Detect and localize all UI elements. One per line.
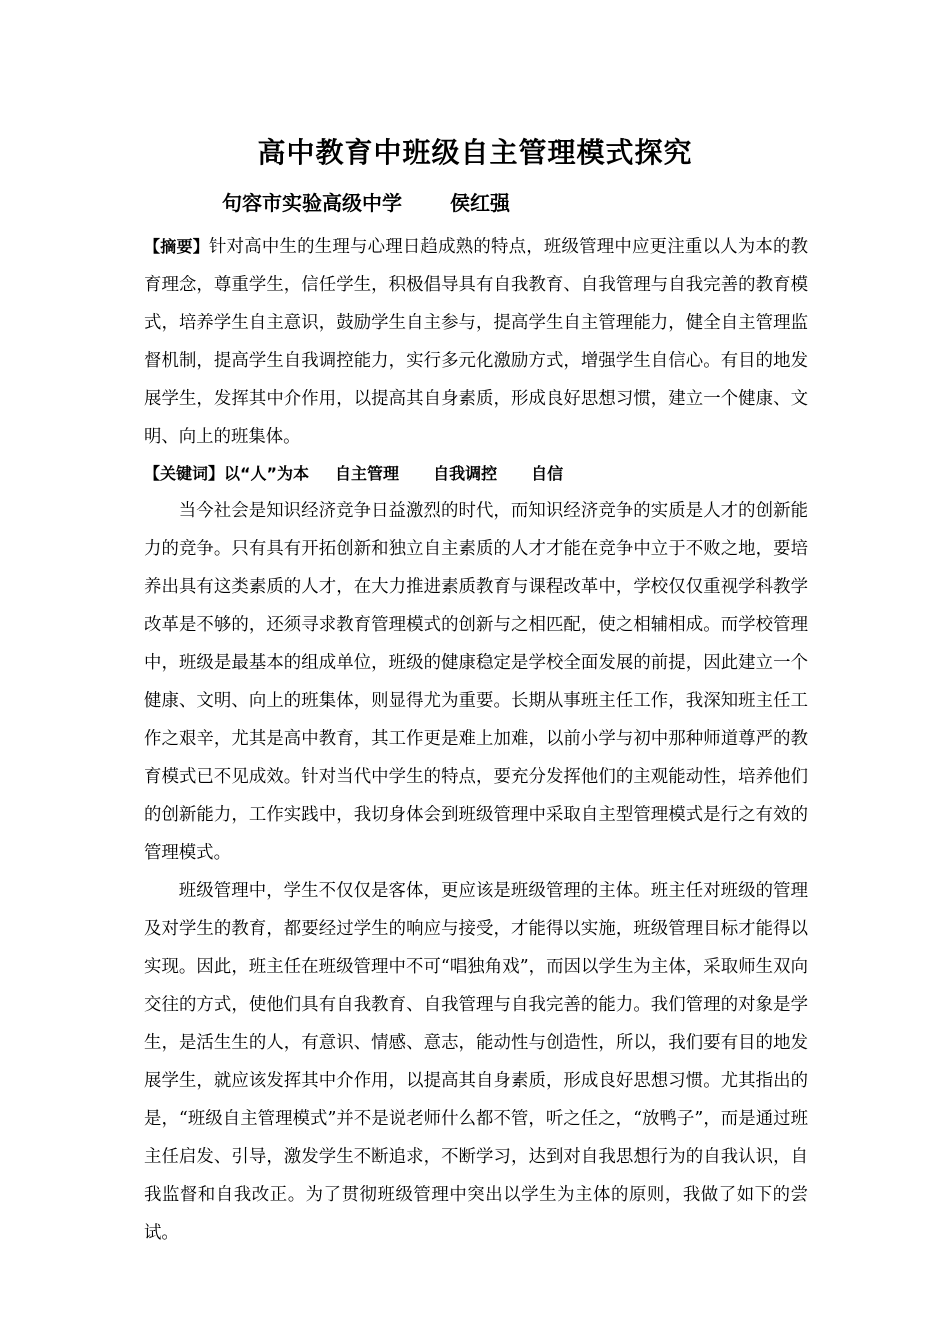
byline [222, 187, 510, 216]
body-paragraph-2: 班级管理中，学生不仅仅是客体，更应该是班级管理的主体。班主任对班级的管理及对学生的教育，都要经过学生的响应与接受，才能得以实施，班级管理目标才能得以实现。因此，班主任在班级管理中不可“唱独角戏”，而因以学生为主体，采取师生双向交往的方式，使他们具有自我教育、自我管理与自我完善的能力。我们管理的对象是学生，是活生生的人，有意识、情感、意志，能动性与创造性，所以，我们要有目的地发展学生，就应该发挥其中介作用，以提高其自身素质，形成良好思想习惯。尤其指出的是，“班级自主管理模式”并不是说老师什么都不管，听之任之，“放鸭子”，而是通过班主任启发、引导，激发学生不断追求，不断学习，达到对自我思想行为的自我认识，自我监督和自我改正。为了贯彻班级管理中突出以学生为主体的原则，我做了如下的尝试。 [144, 881, 808, 1243]
keywords-label: 【关键词】以“人”为本 [144, 464, 310, 483]
document-title: 高中教育中班级自主管理模式探究 [257, 136, 693, 169]
abstract-text: 针对高中生的生理与心理日趋成熟的特点，班级管理中应更注重以人为本的教育理念，尊重学生，信任学生，积极倡导具有自我教育、自我管理与自我完善的教育模式，培养学生自主意识，鼓励学生自主参与，提高学生自主管理能力，健全自主管理监督机制，提高学生自我调控能力，实行多元化激励方式，增强学生自信心。有目的地发展学生，发挥其中介作用，以提高其自身素质，形成良好思想习惯，建立一个健康、文明、向上的班集体。 [144, 237, 808, 447]
abstract-label: 【摘要】 [144, 237, 209, 256]
author-name: 侯红强 [450, 191, 510, 215]
school-name: 句容市实验高级中学 [222, 191, 402, 215]
keywords [144, 456, 808, 492]
document-body [144, 228, 808, 1252]
abstract [144, 228, 808, 456]
keyword-item: 自我调控 [433, 464, 498, 483]
body-paragraph-1: 当今社会是知识经济竞争日益激烈的时代，而知识经济竞争的实质是人才的创新能力的竞争。只有具有开拓创新和独立自主素质的人才才能在竞争中立于不败之地，要培养出具有这类素质的人才，在大力推进素质教育与课程改革中，学校仅仅重视学科教学改革是不够的，还须寻求教育管理模式的创新与之相匹配，使之相辅相成。而学校管理中，班级是最基本的组成单位，班级的健康稳定是学校全面发展的前提，因此建立一个健康、文明、向上的班集体，则显得尤为重要。长期从事班主任工作，我深知班主任工作之艰辛，尤其是高中教育，其工作更是难上加难，以前小学与初中那种师道尊严的教育模式已不见成效。针对当代中学生的特点，要充分发挥他们的主观能动性，培养他们的创新能力，工作实践中，我切身体会到班级管理中采取自主型管理模式是行之有效的管理模式。 [144, 501, 808, 863]
keyword-item: 自信 [531, 464, 564, 483]
keyword-item: 自主管理 [335, 464, 400, 483]
